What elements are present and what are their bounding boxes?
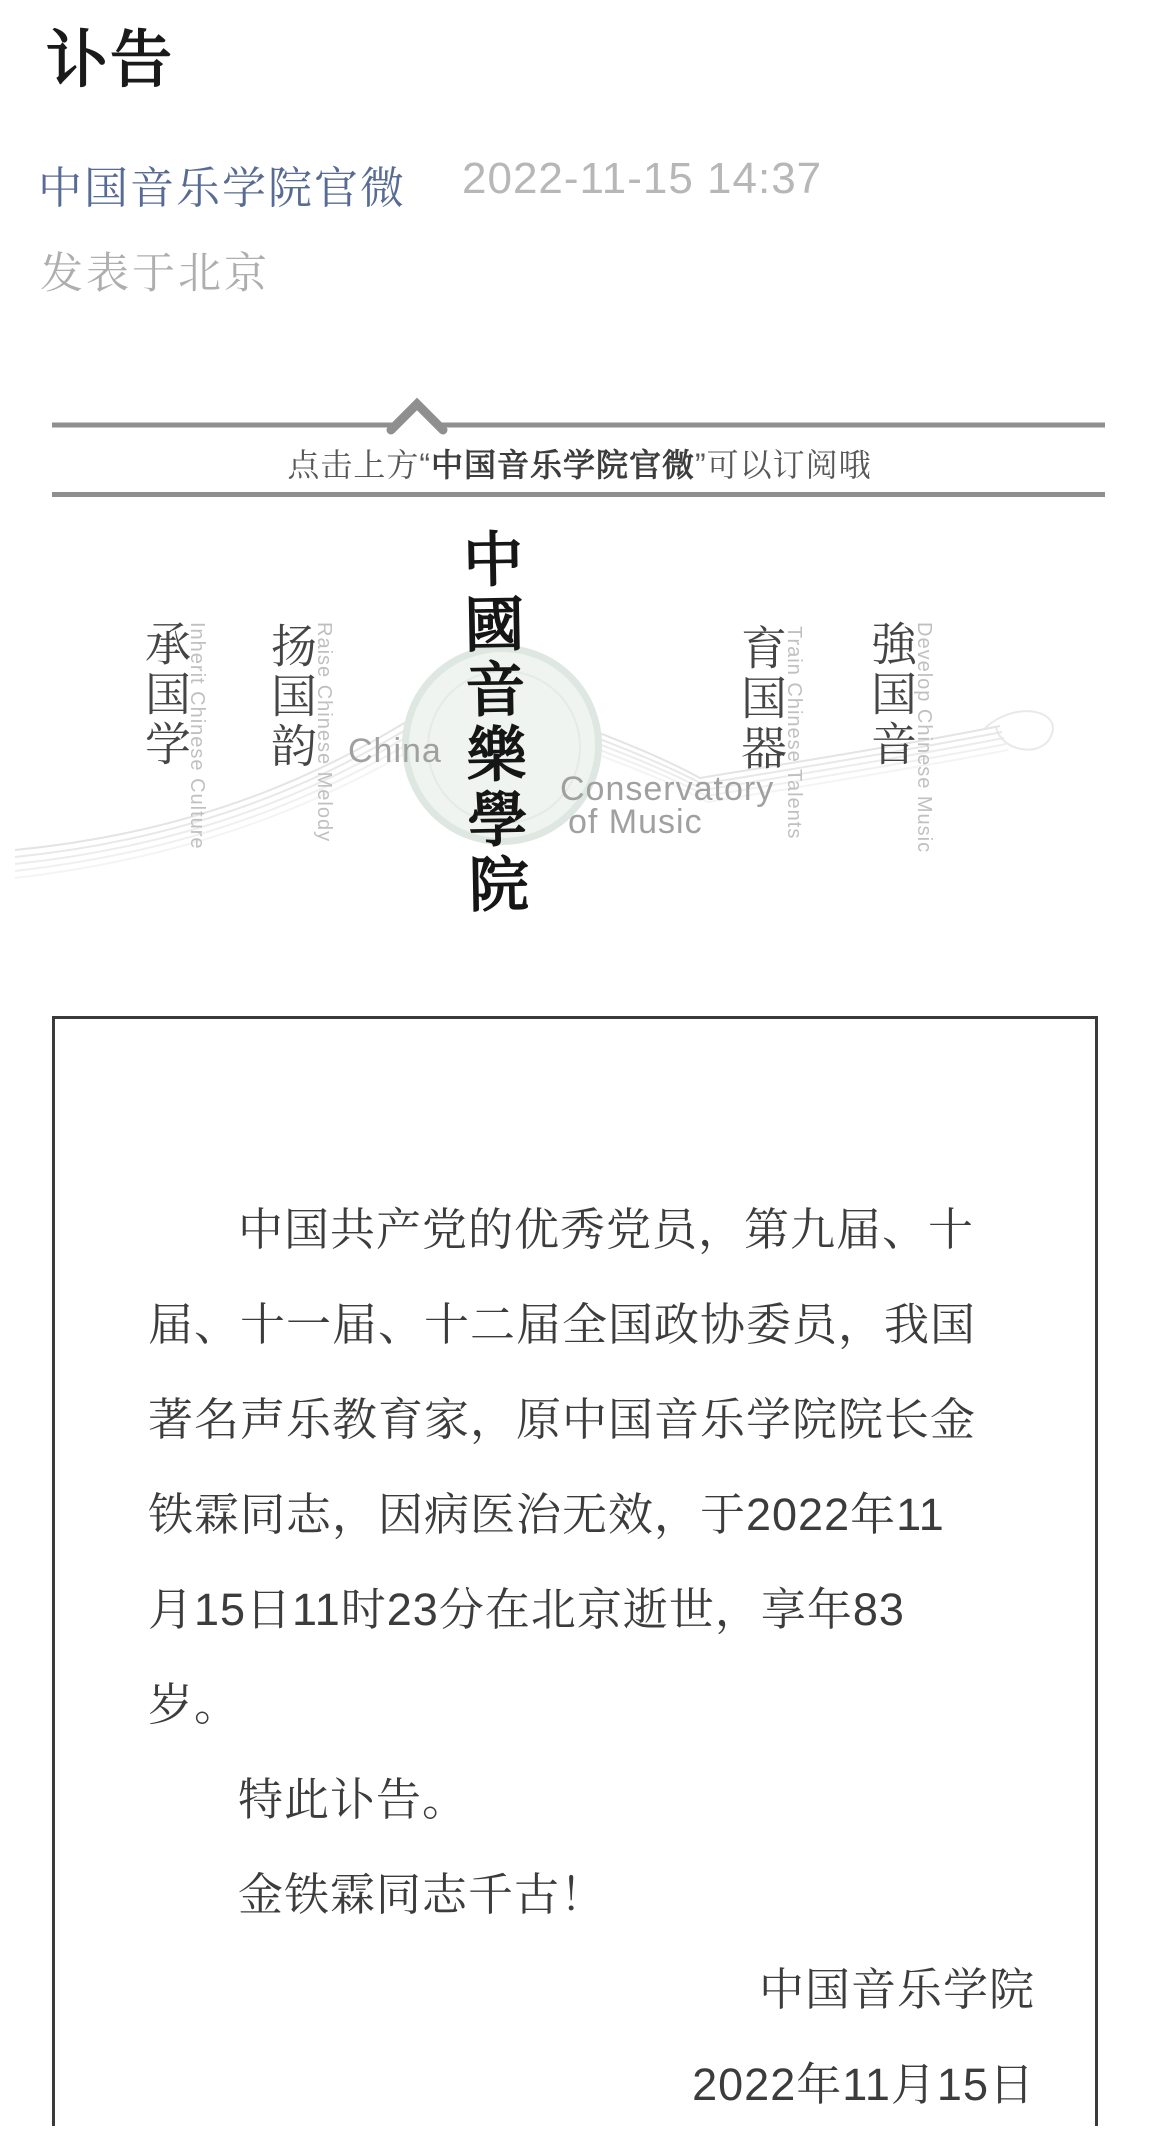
obituary-body xyxy=(55,1019,1095,2132)
slogan-train-cn: 育国器 xyxy=(734,624,788,774)
subscribe-hint xyxy=(0,440,1159,486)
obituary-text-line: 月15日11时23分在北京逝世，享年83 xyxy=(148,1584,905,1635)
obituary-text-line: 特此讣告。 xyxy=(238,1774,469,1825)
divider-line xyxy=(52,492,1105,497)
slogan-raise-cn: 扬国韵 xyxy=(264,622,318,772)
article-title: 讣告 xyxy=(46,26,175,95)
logo-en-china: China xyxy=(348,732,442,770)
obituary-frame xyxy=(52,1016,1098,2126)
obituary-text-line: 金铁霖同志千古！ xyxy=(238,1869,607,1920)
logo-en-conservatory: Conservatory xyxy=(560,770,775,808)
slogan-develop-cn: 強国音 xyxy=(864,620,918,770)
subscribe-hint-prefix: 点击上方“ xyxy=(287,447,431,483)
slogan-train-en: Train Chinese Talents xyxy=(783,626,805,840)
calligraphy-school-name: 中國音樂學院 xyxy=(452,527,530,919)
obituary-text-line: 中国共产党的优秀党员，第九届、十 xyxy=(238,1204,975,1255)
subscribe-hint-account: 中国音乐学院官微 xyxy=(430,447,695,483)
obituary-text-line: 岁。 xyxy=(148,1679,241,1730)
slogan-develop-en: Develop Chinese Music xyxy=(913,622,935,854)
obituary-text-line: 届、十一届、十二届全国政协委员，我国 xyxy=(148,1299,977,1350)
subscribe-hint-suffix: ”可以订阅哦 xyxy=(695,447,872,483)
conservatory-logo-banner xyxy=(0,520,1159,930)
article-meta xyxy=(38,152,1118,213)
obituary-text-line: 著名声乐教育家，原中国音乐学院院长金 xyxy=(148,1394,977,1445)
publish-time: 2022-11-15 14:37 xyxy=(462,154,823,203)
slogan-inherit-en: Inherit Chinese Culture xyxy=(186,622,208,850)
obituary-signature: 中国音乐学院 xyxy=(758,1964,1035,2015)
obituary-text-line: 铁霖同志，因病医治无效，于2022年11 xyxy=(148,1489,945,1540)
slogan-inherit-cn: 承国学 xyxy=(138,620,192,770)
publish-location: 发表于北京 xyxy=(40,250,270,298)
logo-en-of-music: of Music xyxy=(568,803,703,841)
slogan-raise-en: Raise Chinese Melody xyxy=(313,622,335,843)
obituary-signature-date: 2022年11月15日 xyxy=(692,2059,1035,2110)
author-link[interactable]: 中国音乐学院官微 xyxy=(38,164,406,213)
